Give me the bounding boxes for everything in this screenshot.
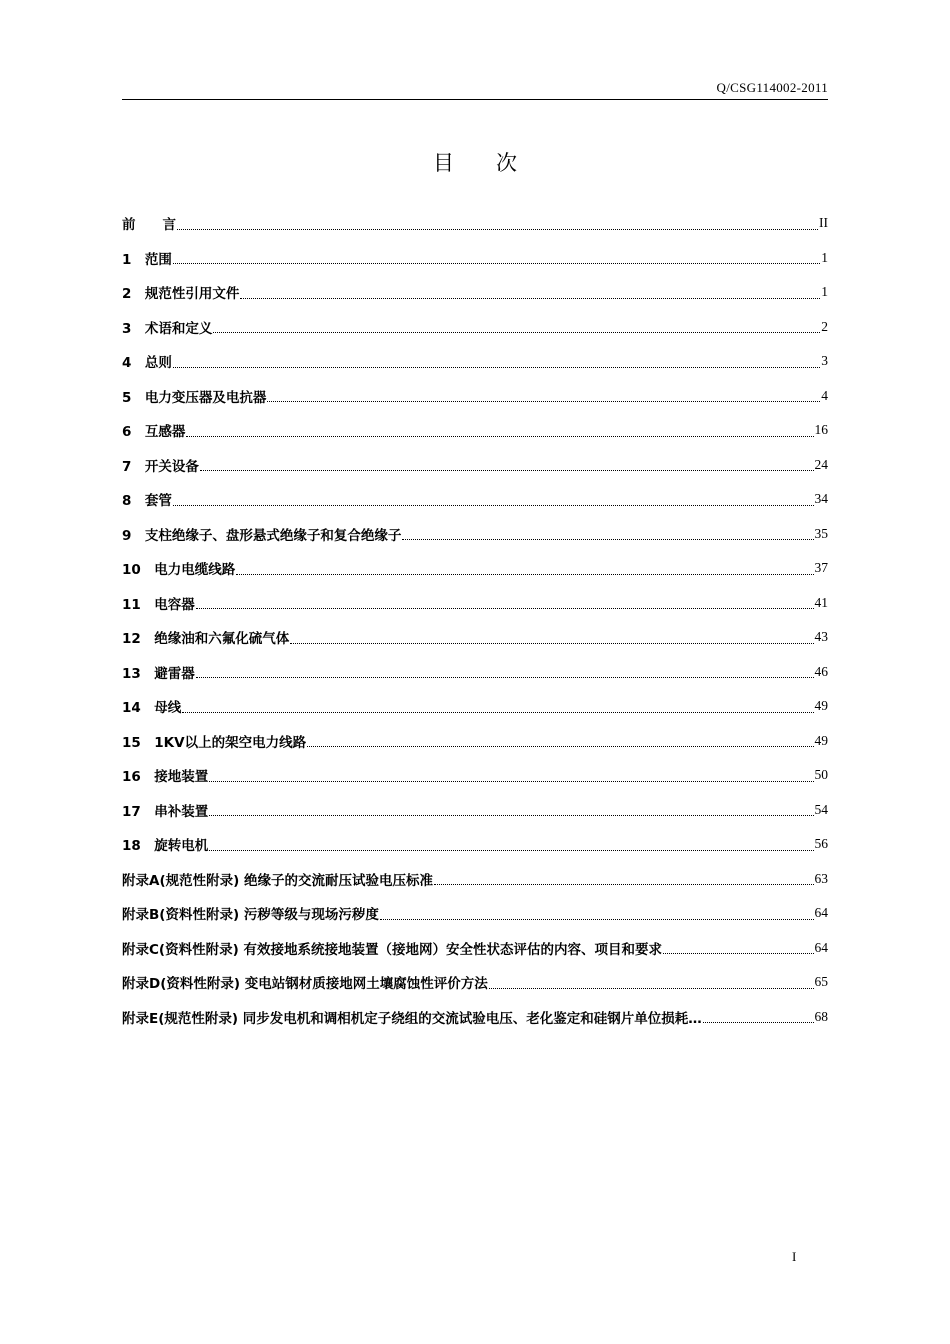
toc-entry-text: 附录C(资料性附录) 有效接地系统接地装置（接地网）安全性状态评估的内容、项目和要求 [122, 941, 662, 958]
toc-entry[interactable] [122, 620, 828, 655]
dot-leader [209, 781, 813, 782]
dot-leader [196, 677, 814, 678]
toc-entry[interactable] [122, 758, 828, 793]
toc-entry[interactable] [122, 206, 828, 241]
toc-entry-text: 16 接地装置 [122, 769, 209, 786]
dot-leader [402, 539, 813, 540]
toc-entry-page: 1 [821, 284, 828, 300]
toc-entry-text: 15 1KV以上的架空电力线路 [122, 734, 307, 751]
toc-entry-page: 41 [814, 594, 828, 610]
toc-entry-text: 6 互感器 [122, 424, 186, 441]
dot-leader [209, 850, 813, 851]
document-code: Q/CSG114002-2011 [716, 80, 828, 95]
toc-entry[interactable] [122, 413, 828, 448]
toc-entry-page: 3 [821, 353, 828, 369]
toc-title: 目次 [433, 151, 559, 175]
toc-entry-page: 64 [814, 905, 828, 921]
toc-entry-page: 50 [814, 767, 828, 783]
toc-entry[interactable] [122, 551, 828, 586]
dot-leader [663, 953, 814, 954]
toc-entry-page: 16 [814, 422, 828, 438]
dot-leader [186, 436, 813, 437]
toc-entry-text: 2 规范性引用文件 [122, 286, 240, 303]
toc-entry[interactable] [122, 482, 828, 517]
toc-entry-text: 5 电力变压器及电抗器 [122, 389, 267, 406]
toc-entry-page: 4 [821, 387, 828, 403]
dot-leader [307, 746, 813, 747]
dot-leader [173, 263, 820, 264]
toc-entry-text: 10 电力电缆线路 [122, 562, 236, 579]
dot-leader [240, 298, 820, 299]
toc-entry-page: 34 [814, 491, 828, 507]
toc-entry[interactable] [122, 965, 828, 1000]
toc-entry[interactable] [122, 655, 828, 690]
toc-entry-text: 附录E(规范性附录) 同步发电机和调相机定子绕组的交流试验电压、老化鉴定和硅钢片单位损耗… [122, 1010, 702, 1027]
toc-entry[interactable] [122, 448, 828, 483]
toc-entry[interactable] [122, 896, 828, 931]
toc-entry[interactable] [122, 1000, 828, 1035]
toc-entry-page: 1 [821, 249, 828, 265]
toc-entry-text: 13 避雷器 [122, 665, 195, 682]
toc-entry[interactable] [122, 724, 828, 759]
toc-entry-text: 9 支柱绝缘子、盘形悬式绝缘子和复合绝缘子 [122, 527, 402, 544]
header-rule [122, 99, 828, 100]
toc-entry[interactable] [122, 241, 828, 276]
dot-leader [196, 608, 814, 609]
dot-leader [209, 815, 813, 816]
dot-leader [380, 919, 814, 920]
dot-leader [267, 401, 820, 402]
dot-leader [489, 988, 814, 989]
toc-entry-page: 56 [814, 836, 828, 852]
toc-entry[interactable] [122, 344, 828, 379]
page-number: I [792, 1249, 797, 1264]
toc-entry[interactable] [122, 862, 828, 897]
toc-entry-page: 64 [814, 939, 828, 955]
toc-entry[interactable] [122, 689, 828, 724]
toc-entry-text: 11 电容器 [122, 596, 195, 613]
toc-entry-page: 24 [814, 456, 828, 472]
dot-leader [434, 884, 814, 885]
toc-entry[interactable] [122, 586, 828, 621]
toc-entry-text: 14 母线 [122, 700, 182, 717]
toc-entry-text: 8 套管 [122, 493, 172, 510]
dot-leader [173, 367, 820, 368]
toc-entry-text: 17 串补装置 [122, 803, 209, 820]
toc-entry-page: 49 [814, 698, 828, 714]
toc-entry-page: 68 [814, 1008, 828, 1024]
toc-entry-page: 65 [814, 974, 828, 990]
toc-entry-page: 35 [814, 525, 828, 541]
toc-entry-page: 49 [814, 732, 828, 748]
toc-entry-page: 2 [821, 318, 828, 334]
toc-entry[interactable] [122, 517, 828, 552]
toc-entry-page: 43 [814, 629, 828, 645]
toc-list [122, 206, 828, 1034]
toc-entry-page: 54 [814, 801, 828, 817]
toc-entry-text: 附录D(资料性附录) 变电站钢材质接地网土壤腐蚀性评价方法 [122, 976, 488, 993]
toc-entry[interactable] [122, 310, 828, 345]
toc-entry-text: 附录B(资料性附录) 污秽等级与现场污秽度 [122, 907, 379, 924]
dot-leader [200, 470, 814, 471]
toc-entry-page: II [819, 215, 828, 231]
dot-leader [182, 712, 813, 713]
toc-entry[interactable] [122, 379, 828, 414]
toc-entry-text: 前 言 [122, 217, 176, 234]
dot-leader [236, 574, 813, 575]
dot-leader [213, 332, 820, 333]
toc-entry-page: 63 [814, 870, 828, 886]
dot-leader [703, 1022, 814, 1023]
toc-entry-page: 37 [814, 560, 828, 576]
toc-entry[interactable] [122, 931, 828, 966]
toc-entry[interactable] [122, 275, 828, 310]
toc-entry[interactable] [122, 827, 828, 862]
toc-entry-text: 1 范围 [122, 251, 172, 268]
toc-entry-page: 46 [814, 663, 828, 679]
toc-entry-text: 18 旋转电机 [122, 838, 209, 855]
toc-entry-text: 3 术语和定义 [122, 320, 213, 337]
toc-entry[interactable] [122, 793, 828, 828]
toc-entry-text: 4 总则 [122, 355, 172, 372]
toc-entry-text: 附录A(规范性附录) 绝缘子的交流耐压试验电压标准 [122, 872, 433, 889]
toc-entry-text: 7 开关设备 [122, 458, 199, 475]
dot-leader [290, 643, 813, 644]
toc-entry-text: 12 绝缘油和六氟化硫气体 [122, 631, 290, 648]
dot-leader [173, 505, 814, 506]
dot-leader [177, 229, 818, 230]
